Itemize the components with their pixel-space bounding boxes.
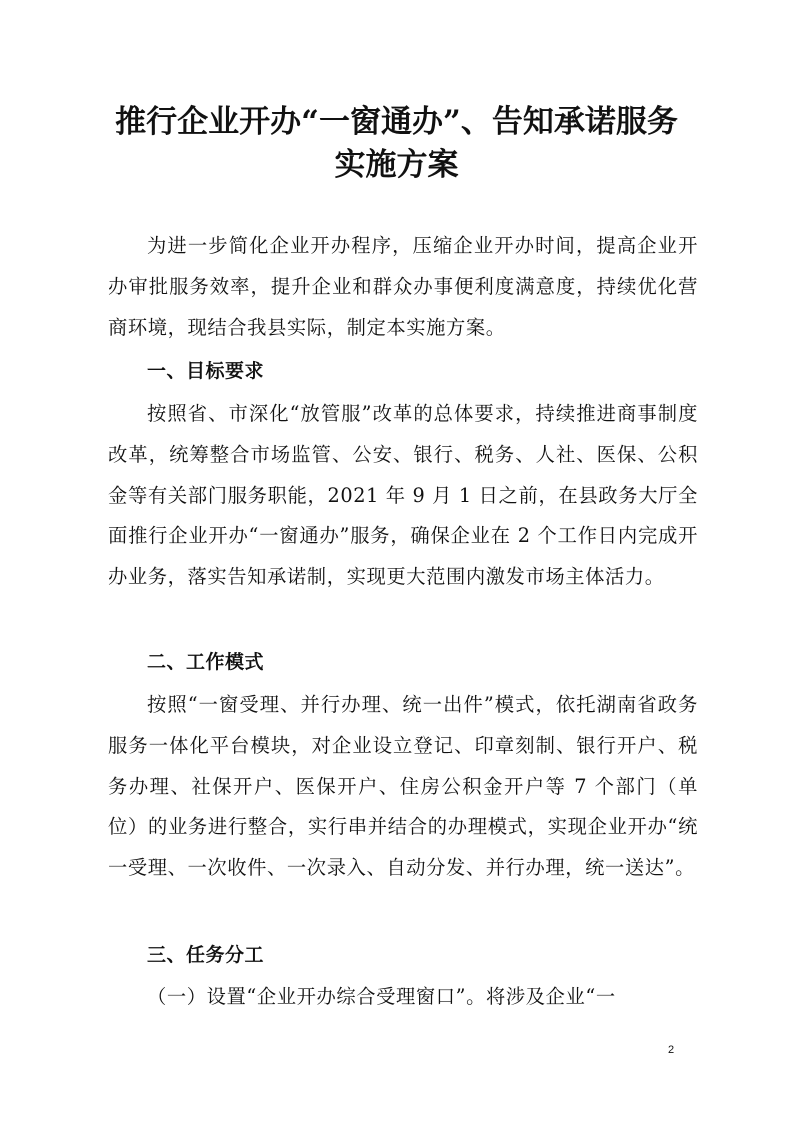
- intro-paragraph: 为进一步简化企业开办程序，压缩企业开办时间，提高企业开办审批服务效率，提升企业和群众办事便利度满意度，持续优化营商环境，现结合我县实际，制定本实施方案。: [108, 234, 698, 339]
- section-heading-work-mode: 二、工作模式: [147, 651, 265, 673]
- section-goals-paragraph: 按照省、市深化“放管服”改革的总体要求，持续推进商事制度改革，统筹整合市场监管、公安、银行、税务、人社、医保、公积金等有关部门服务职能，2021 年 9 月 1 日之前，在县政务大厅全面推行企业开办“一窗通办”服务，确保企业在 2 个工作日内完成开办业务，落实告知承诺制，实现更大范围内激发市场主体活力。: [108, 402, 698, 589]
- section-task-division-item-1: （一）设置“企业开办综合受理窗口”。将涉及企业“一: [147, 985, 616, 1008]
- page-number: 2: [668, 1044, 675, 1056]
- document-title-line-2: 实施方案: [334, 147, 459, 183]
- section-work-mode-paragraph: 按照“一窗受理、并行办理、统一出件”模式，依托湖南省政务服务一体化平台模块，对企业设立登记、印章刻制、银行开户、税务办理、社保开户、医保开户、住房公积金开户等 7 个部门（单位）的业务进行整合，实行串并结合的办理模式，实现企业开办“统一受理、一次收件、一次录入、自动分发、并行办理，统一送达”。: [108, 693, 698, 880]
- section-heading-task-division: 三、任务分工: [147, 944, 265, 966]
- section-heading-goals: 一、目标要求: [147, 360, 265, 382]
- document-title-line-1: 推行企业开办“一窗通办”、告知承诺服务: [115, 104, 678, 140]
